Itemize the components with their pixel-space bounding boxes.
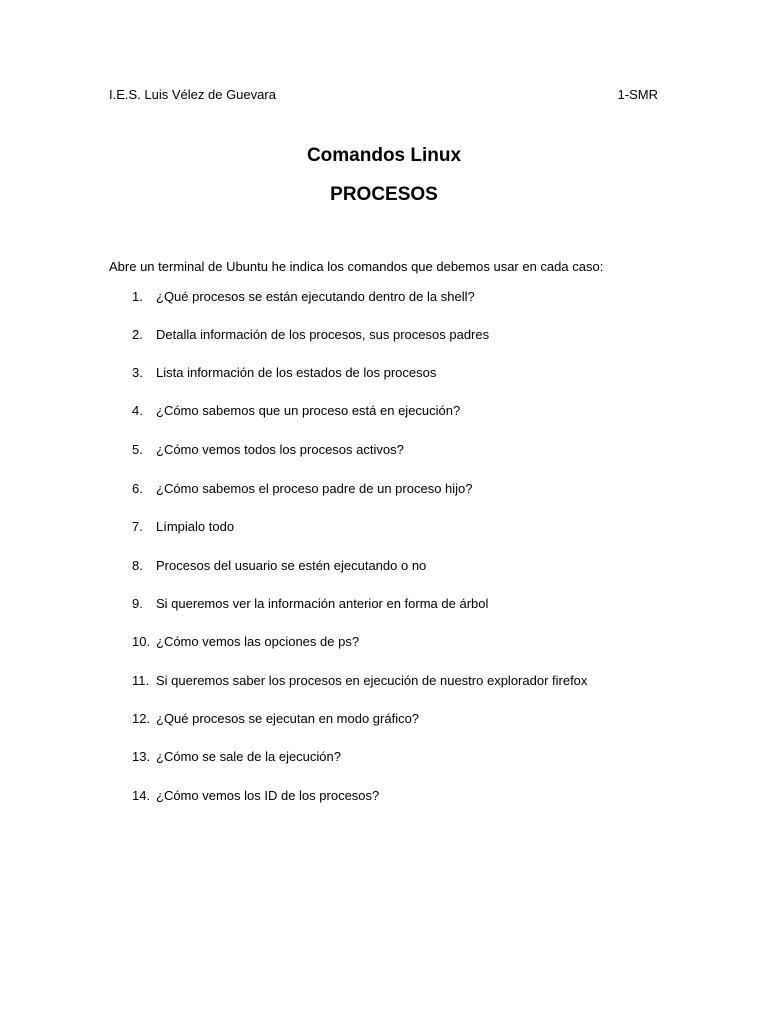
question-item xyxy=(132,673,587,689)
question-number: 10. xyxy=(132,634,151,649)
question-item xyxy=(132,519,234,535)
question-number: 14. xyxy=(132,788,151,803)
question-item xyxy=(132,442,404,458)
question-text: ¿Cómo vemos todos los procesos activos? xyxy=(156,442,404,457)
question-number: 11. xyxy=(132,673,150,688)
question-text: Si queremos ver la información anterior en forma de árbol xyxy=(156,596,489,611)
question-number: 3. xyxy=(132,365,143,380)
school-name: I.E.S. Luis Vélez de Guevara xyxy=(109,87,276,102)
question-number: 7. xyxy=(132,519,143,534)
question-item xyxy=(132,365,436,381)
question-text: ¿Cómo se sale de la ejecución? xyxy=(156,749,341,764)
question-text: ¿Cómo vemos los ID de los procesos? xyxy=(156,788,380,803)
question-text: ¿Cómo sabemos que un proceso está en ejecución? xyxy=(156,403,461,418)
question-item xyxy=(132,788,379,804)
question-text: ¿Qué procesos se ejecutan en modo gráfico? xyxy=(156,711,420,726)
page-title: Comandos Linux xyxy=(306,145,462,166)
question-item xyxy=(132,481,473,497)
question-number: 13. xyxy=(132,749,151,764)
question-text: Detalla información de los procesos, sus procesos padres xyxy=(156,327,490,342)
question-text: Procesos del usuario se estén ejecutando o no xyxy=(156,558,427,573)
question-number: 6. xyxy=(132,481,143,496)
question-item xyxy=(132,403,460,419)
question-number: 8. xyxy=(132,558,143,573)
page-subtitle: PROCESOS xyxy=(330,184,438,205)
course-code: 1-SMR xyxy=(617,87,658,102)
question-item xyxy=(132,711,419,727)
question-number: 4. xyxy=(132,403,143,418)
question-text: ¿Cómo vemos las opciones de ps? xyxy=(156,634,360,649)
question-number: 5. xyxy=(132,442,143,457)
question-text: Si queremos saber los procesos en ejecución de nuestro explorador firefox xyxy=(156,673,588,688)
question-text: Límpialo todo xyxy=(156,519,235,534)
question-number: 12. xyxy=(132,711,151,726)
question-item xyxy=(132,634,359,650)
question-number: 1. xyxy=(132,289,143,304)
question-item xyxy=(132,596,488,612)
question-item xyxy=(132,749,341,765)
question-item xyxy=(132,327,489,343)
question-text: Lista información de los estados de los procesos xyxy=(156,365,437,380)
question-text: ¿Qué procesos se están ejecutando dentro de la shell? xyxy=(156,289,475,304)
question-item xyxy=(132,558,426,574)
question-number: 2. xyxy=(132,327,143,342)
question-number: 9. xyxy=(132,596,143,611)
question-text: ¿Cómo sabemos el proceso padre de un proceso hijo? xyxy=(156,481,473,496)
question-item xyxy=(132,289,475,305)
intro-text: Abre un terminal de Ubuntu he indica los comandos que debemos usar en cada caso: xyxy=(109,259,604,274)
